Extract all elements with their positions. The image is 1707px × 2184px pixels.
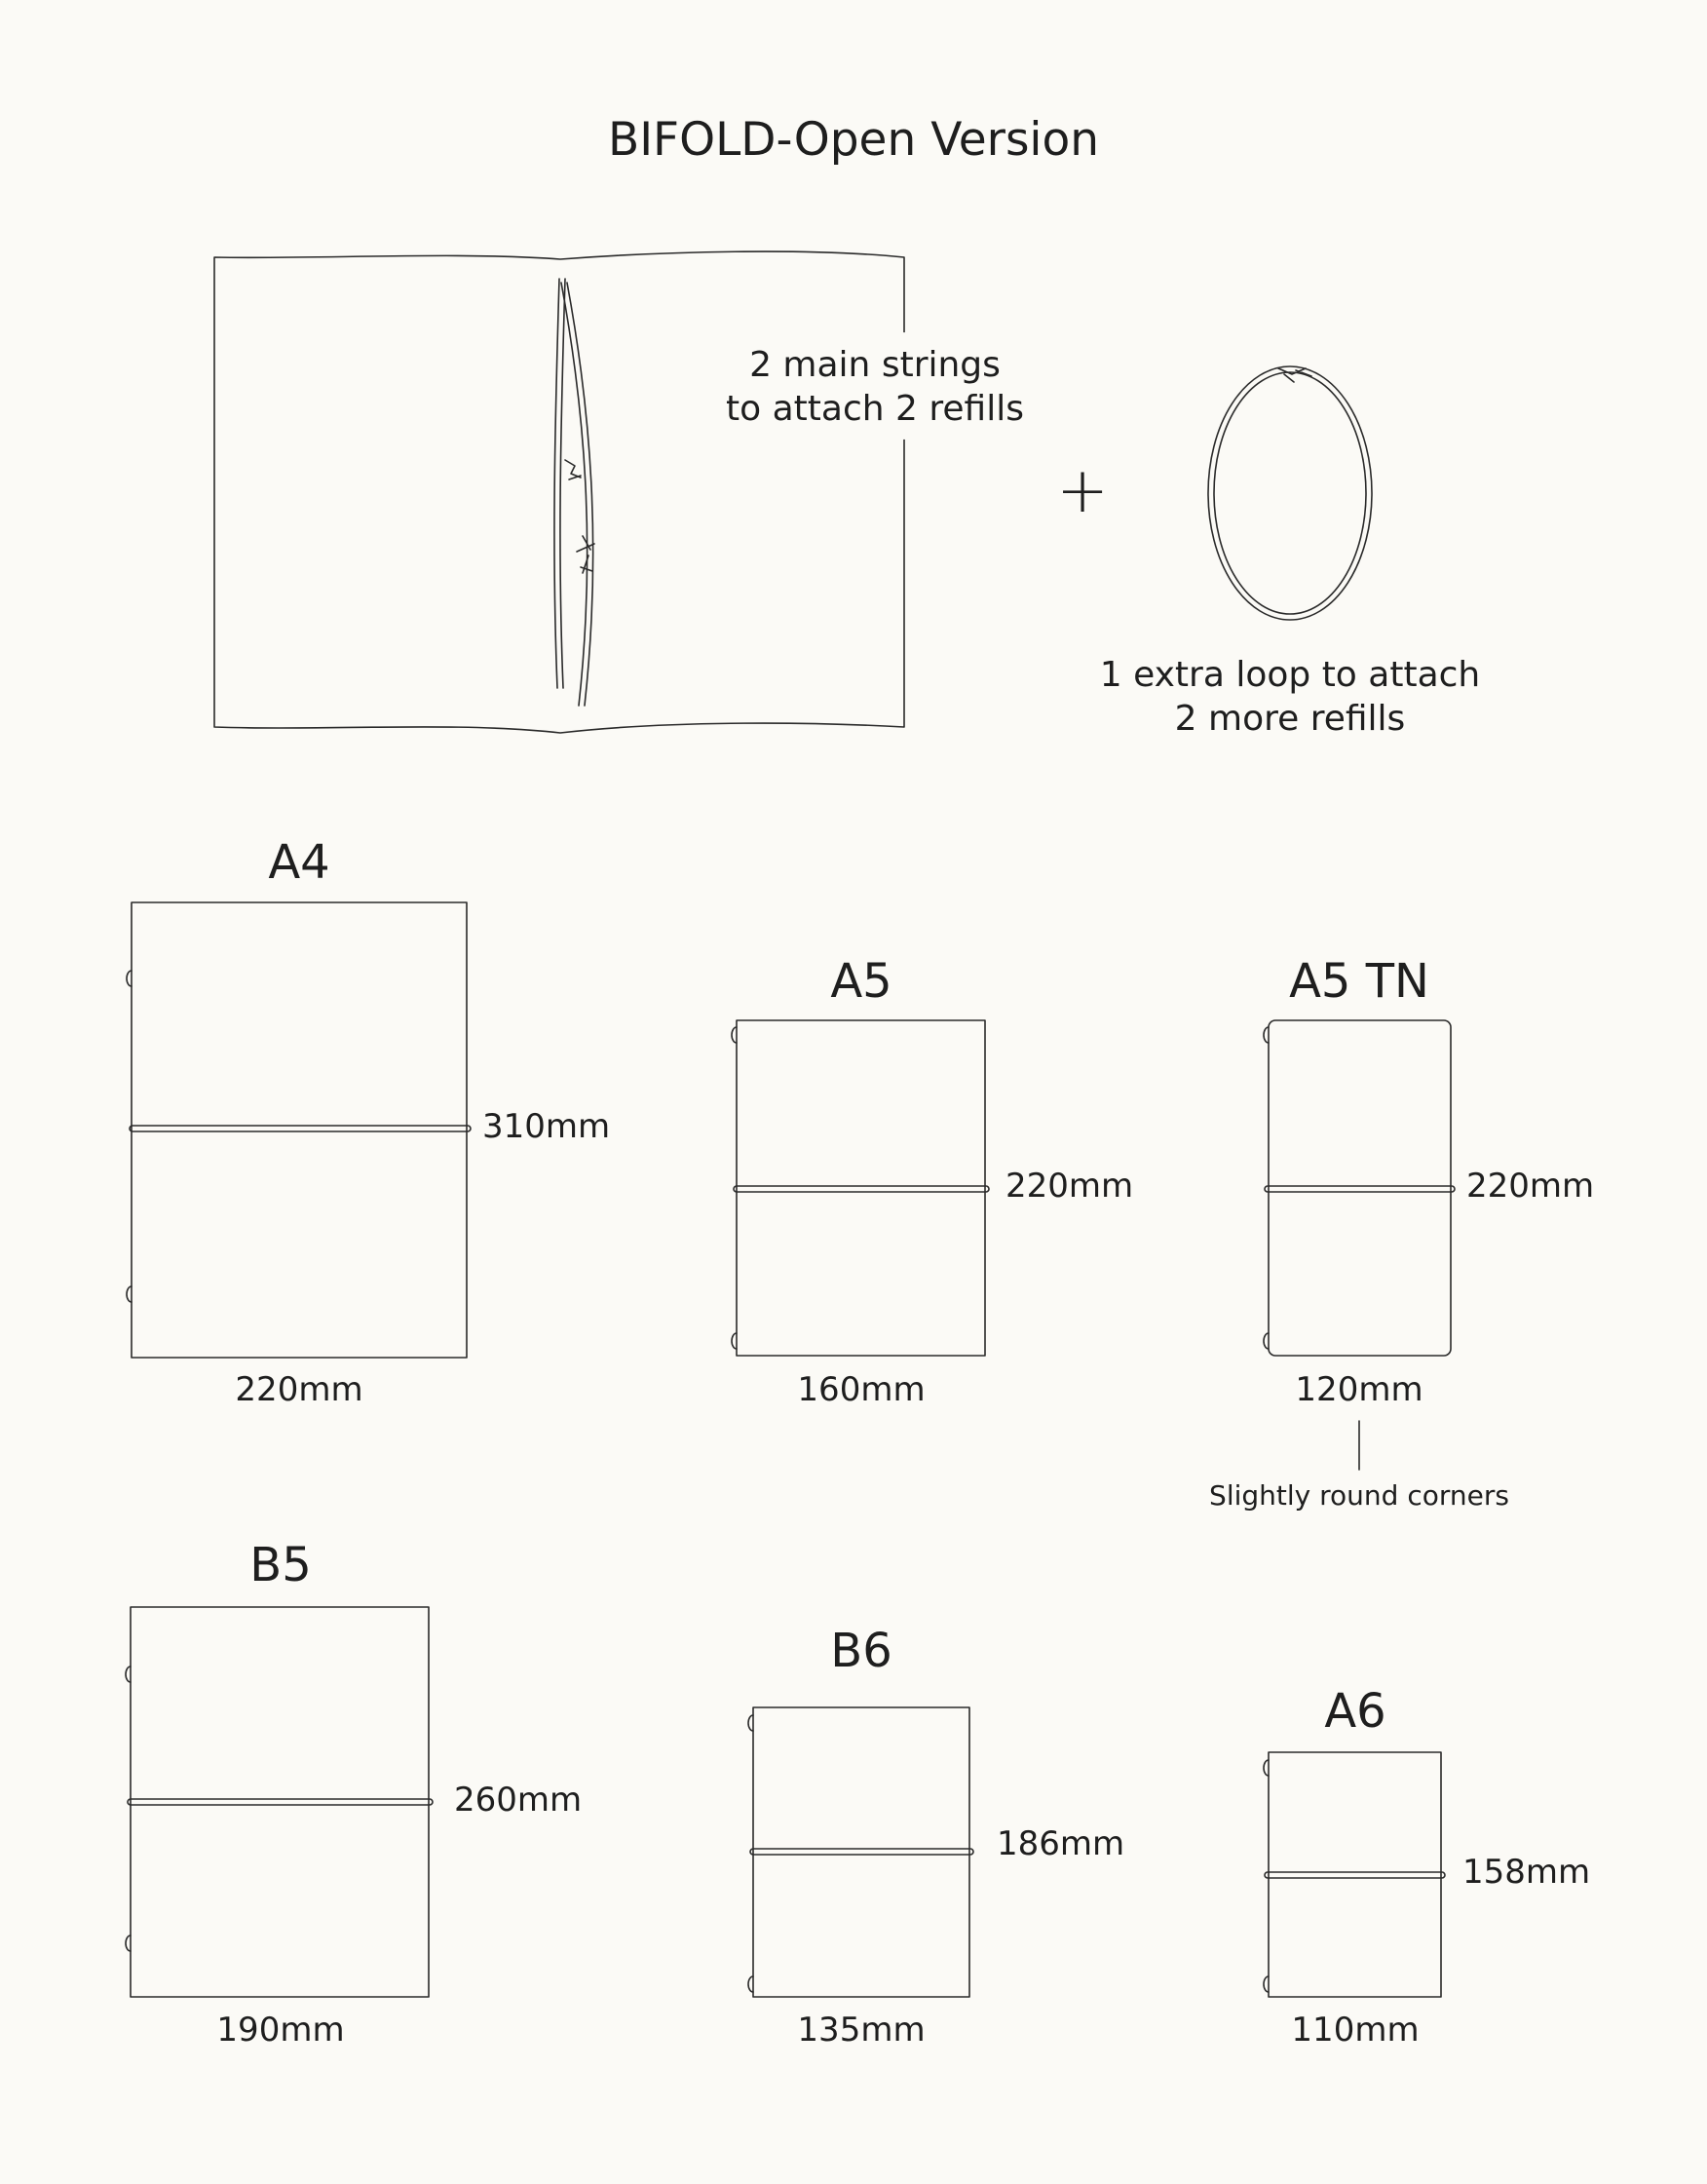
size-label-a5: A5 bbox=[830, 954, 892, 1009]
page-title: BIFOLD-Open Version bbox=[607, 113, 1100, 167]
string-knot-1 bbox=[565, 460, 581, 479]
main-strings-line-1: 2 main strings bbox=[749, 345, 1001, 385]
notebook-a4 bbox=[127, 902, 471, 1358]
extra-loop bbox=[1208, 366, 1372, 620]
width-a6: 110mm bbox=[1291, 2011, 1420, 2050]
open-notebook-illustration bbox=[214, 251, 904, 733]
main-strings-caption bbox=[726, 343, 1024, 431]
notebook-a5 bbox=[732, 1020, 989, 1356]
notebook-b6 bbox=[748, 1707, 973, 1997]
width-a5-tn: 120mm bbox=[1295, 1370, 1423, 1409]
open-notebook-outline bbox=[214, 251, 904, 733]
size-label-b5: B5 bbox=[249, 1538, 312, 1592]
main-string-2 bbox=[561, 283, 588, 706]
main-strings-line-2: to attach 2 refills bbox=[726, 389, 1024, 429]
width-b5: 190mm bbox=[216, 2011, 345, 2050]
size-label-a5-tn: A5 TN bbox=[1289, 954, 1429, 1009]
width-b6: 135mm bbox=[797, 2011, 926, 2050]
width-a4: 220mm bbox=[235, 1370, 363, 1409]
height-a5-tn: 220mm bbox=[1466, 1167, 1595, 1206]
height-a5: 220mm bbox=[1005, 1167, 1134, 1206]
main-string-1 bbox=[554, 279, 559, 688]
extra-loop-illustration bbox=[1208, 366, 1372, 620]
size-label-a4: A4 bbox=[268, 835, 330, 890]
extra-loop-inner bbox=[1214, 372, 1366, 614]
round-corners-note: Slightly round corners bbox=[1209, 1479, 1509, 1512]
height-a4: 310mm bbox=[482, 1107, 611, 1146]
size-label-a6: A6 bbox=[1324, 1684, 1386, 1739]
notebook-b5 bbox=[126, 1607, 433, 1997]
string-knot-2 bbox=[577, 536, 594, 573]
extra-loop-caption bbox=[1100, 653, 1480, 741]
plus-sign: + bbox=[1056, 455, 1109, 527]
height-a6: 158mm bbox=[1462, 1853, 1591, 1892]
notebook-a6 bbox=[1264, 1752, 1445, 1997]
size-label-b6: B6 bbox=[830, 1624, 892, 1678]
height-b6: 186mm bbox=[997, 1824, 1125, 1863]
extra-loop-line-2: 2 more refills bbox=[1174, 699, 1406, 739]
main-string-1b bbox=[560, 279, 565, 688]
extra-loop-line-1: 1 extra loop to attach bbox=[1099, 655, 1481, 695]
width-a5: 160mm bbox=[797, 1370, 926, 1409]
height-b5: 260mm bbox=[454, 1781, 583, 1820]
